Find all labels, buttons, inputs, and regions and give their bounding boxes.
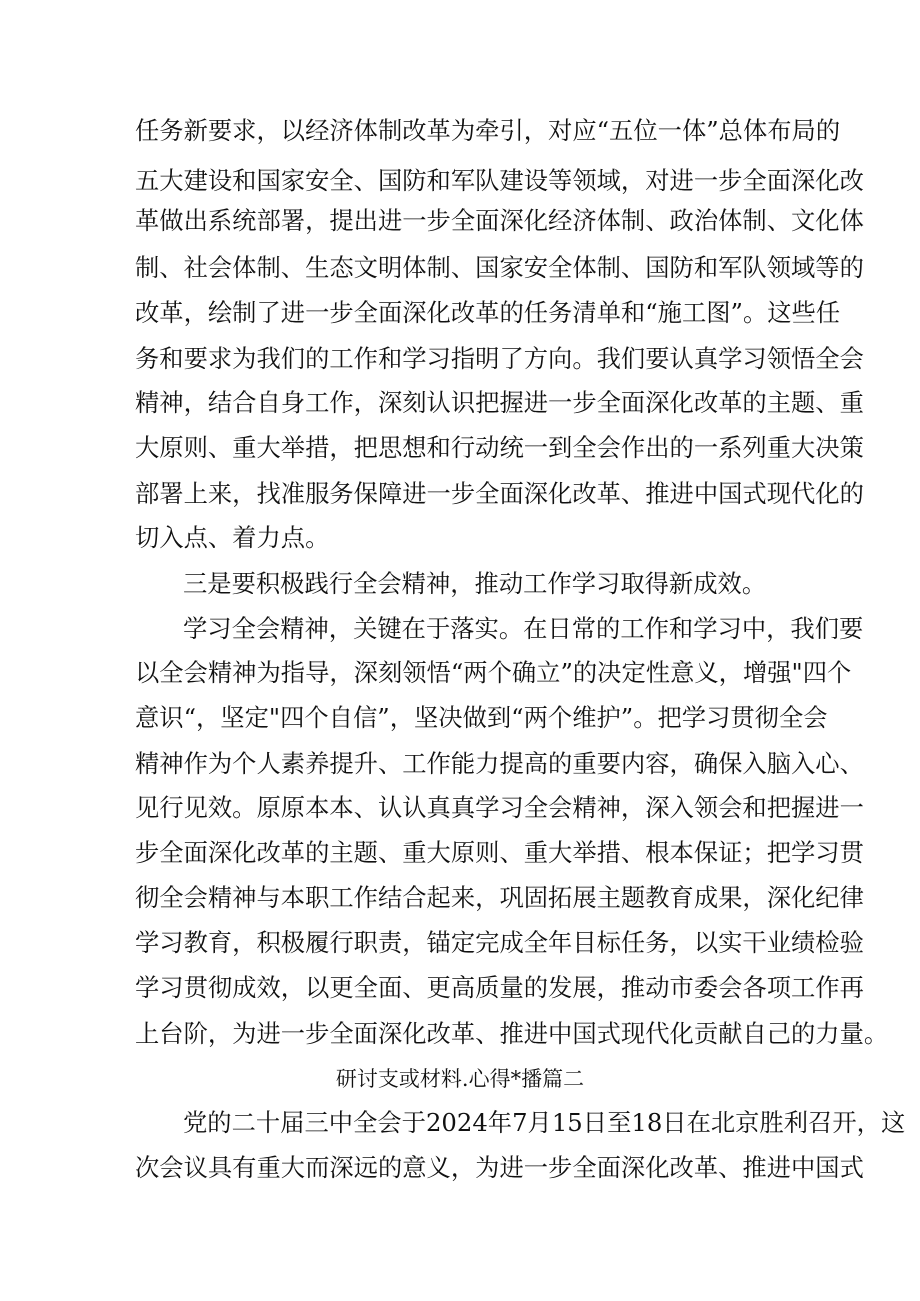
paragraph-line: 意识“，坚定"四个自信”，坚决做到“两个维护”。把学习贯彻全会 bbox=[135, 703, 828, 732]
paragraph-line: 革做出系统部署，提出进一步全面深化经济体制、政治体制、文化体 bbox=[135, 206, 864, 235]
paragraph-line: 上台阶，为进一步全面深化改革、推进中国式现代化贡献自己的力量。 bbox=[135, 1019, 889, 1048]
paragraph-line: 五大建设和国家安全、国防和军队建设等领域，对进一步全面深化改 bbox=[135, 166, 864, 195]
paragraph-line: 学习全会精神，关键在于落实。在日常的工作和学习中，我们要 bbox=[183, 614, 864, 643]
paragraph-line: 部署上来，找准服务保障进一步全面深化改革、推进中国式现代化的 bbox=[135, 479, 864, 508]
paragraph-line: 改革，绘制了进一步全面深化改革的任务清单和“施工图”。这些任 bbox=[135, 298, 841, 327]
section-heading: 三是要积极践行全会精神，推动工作学习取得新成效。 bbox=[183, 569, 767, 598]
paragraph-line: 次会议具有重大而深远的意义，为进一步全面深化改革、推进中国式 bbox=[135, 1153, 864, 1182]
paragraph-line: 步全面深化改革的主题、重大原则、重大举措、根本保证；把学习贯 bbox=[135, 838, 864, 867]
paragraph-line: 以全会精神为指导，深刻领悟“两个确立”的决定性意义，增强"四个 bbox=[135, 658, 852, 687]
paragraph-line: 彻全会精神与本职工作结合起来，巩固拓展主题教育成果，深化纪律 bbox=[135, 883, 864, 912]
section-title: 研讨支或材料.心得*播篇二 bbox=[335, 1067, 585, 1091]
paragraph-line: 学习贯彻成效，以更全面、更高质量的发展，推动市委会各项工作再 bbox=[135, 973, 864, 1002]
paragraph-line: 精神，结合自身工作，深刻认识把握进一步全面深化改革的主题、重 bbox=[135, 388, 864, 417]
paragraph-line: 任务新要求，以经济体制改革为牵引，对应“五位一体”总体布局的 bbox=[135, 116, 841, 145]
paragraph-line: 精神作为个人素养提升、工作能力提高的重要内容，确保入脑入心、 bbox=[135, 749, 864, 778]
paragraph-line: 制、社会体制、生态文明体制、国家安全体制、国防和军队领域等的 bbox=[135, 253, 864, 282]
paragraph-line: 大原则、重大举措，把思想和行动统一到全会作出的一系列重大决策 bbox=[135, 433, 864, 462]
paragraph-line: 党的二十届三中全会于2024年7月15日至18日在北京胜利召开，这 bbox=[183, 1108, 906, 1137]
paragraph-line: 学习教育，积极履行职责，锚定完成全年目标任务，以实干业绩检验 bbox=[135, 928, 864, 957]
paragraph-line: 见行见效。原原本本、认认真真学习全会精神，深入领会和把握进一 bbox=[135, 793, 864, 822]
paragraph-line: 切入点、着力点。 bbox=[135, 523, 330, 552]
paragraph-line: 务和要求为我们的工作和学习指明了方向。我们要认真学习领悟全会 bbox=[135, 344, 864, 373]
